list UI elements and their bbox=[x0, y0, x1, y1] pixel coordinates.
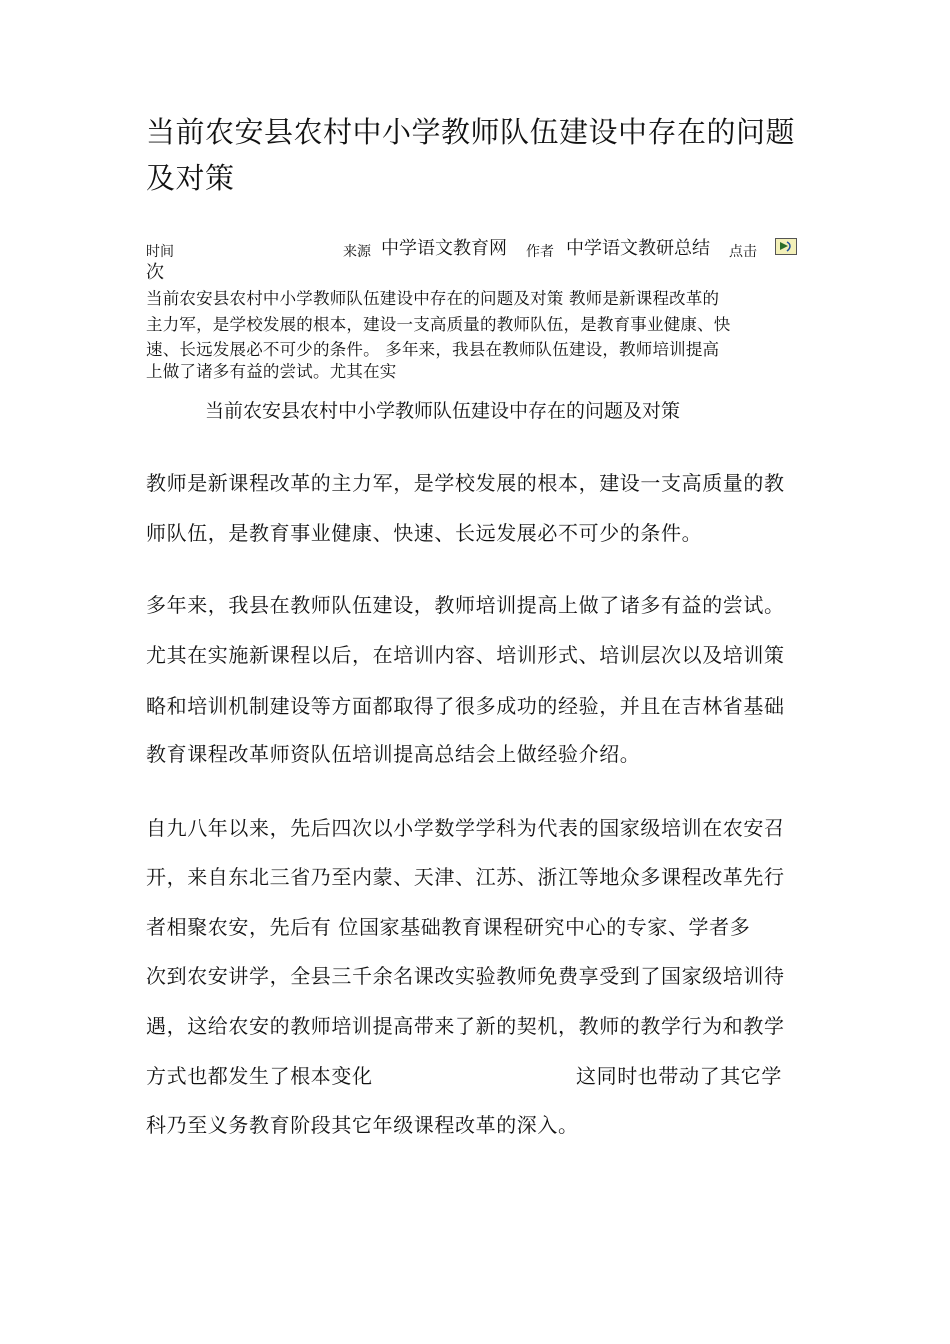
article-title-line-1: 当前农安县农村中小学教师队伍建设中存在的问题 bbox=[146, 115, 796, 149]
summary-line: 速、长远发展必不可少的条件。 多年来，我县在教师队伍建设，教师培训提高 bbox=[146, 340, 720, 359]
body-line: 科乃至义务教育阶段其它年级课程改革的深入。 bbox=[146, 1113, 579, 1137]
meta-author-value[interactable]: 中学语文教研总结 bbox=[566, 238, 710, 259]
summary-line: 上做了诸多有益的尝试。尤其在实 bbox=[146, 362, 397, 381]
meta-author-label: 作者 bbox=[526, 244, 554, 260]
body-line: 自九八年以来，先后四次以小学数学学科为代表的国家级培训在农安召 bbox=[146, 816, 785, 840]
meta-clicks-suffix: 次 bbox=[146, 262, 164, 283]
body-line: 师队伍，是教育事业健康、快速、长远发展必不可少的条件。 bbox=[146, 521, 703, 545]
body-line: 略和培训机制建设等方面都取得了很多成功的经验，并且在吉林省基础 bbox=[146, 694, 785, 718]
body-line: 方式也都发生了根本变化 bbox=[146, 1064, 373, 1088]
meta-source-label: 来源 bbox=[343, 244, 371, 260]
article-subheading: 当前农安县农村中小学教师队伍建设中存在的问题及对策 bbox=[205, 400, 681, 422]
body-line: 多年来，我县在教师队伍建设，教师培训提高上做了诸多有益的尝试。 bbox=[146, 593, 785, 617]
body-line: 次到农安讲学，全县三千余名课改实验教师免费享受到了国家级培训待 bbox=[146, 964, 785, 988]
small-image-icon[interactable] bbox=[775, 238, 797, 255]
body-line: 遇，这给农安的教师培训提高带来了新的契机，教师的教学行为和教学 bbox=[146, 1014, 785, 1038]
body-line: 教师是新课程改革的主力军，是学校发展的根本，建设一支高质量的教 bbox=[146, 471, 785, 495]
body-line: 尤其在实施新课程以后，在培训内容、培训形式、培训层次以及培训策 bbox=[146, 643, 785, 667]
meta-source-value[interactable]: 中学语文教育网 bbox=[381, 238, 507, 259]
article-title-line-2: 及对策 bbox=[146, 161, 235, 195]
summary-line: 当前农安县农村中小学教师队伍建设中存在的问题及对策 教师是新课程改革的 bbox=[146, 289, 720, 308]
summary-line: 主力军，是学校发展的根本，建设一支高质量的教师队伍，是教育事业健康、快 bbox=[146, 315, 731, 334]
meta-clicks-label: 点击 bbox=[729, 244, 757, 260]
body-line: 者相聚农安，先后有 位国家基础教育课程研究中心的专家、学者多 bbox=[146, 915, 751, 939]
body-line: 教育课程改革师资队伍培训提高总结会上做经验介绍。 bbox=[146, 742, 641, 766]
body-line: 开，来自东北三省乃至内蒙、天津、江苏、浙江等地众多课程改革先行 bbox=[146, 865, 785, 889]
meta-time-label: 时间 bbox=[146, 244, 174, 260]
body-line: 这同时也带动了其它学 bbox=[576, 1064, 782, 1088]
